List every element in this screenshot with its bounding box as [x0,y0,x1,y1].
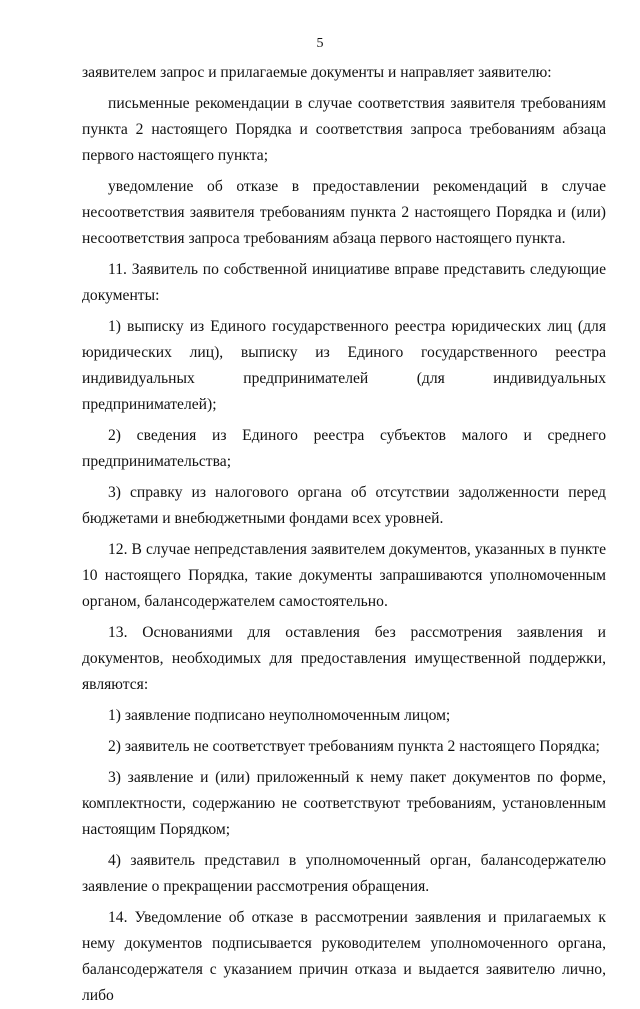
paragraph-clause-13-item-3: 3) заявление и (или) приложенный к нему пакет документов по форме, комплектности, содержанию не соответствуют требованиям, установленным настоящим Порядком; [82,768,606,838]
paragraph-clause-11-item-2: 2) сведения из Единого реестра субъектов малого и среднего предпринимательства; [82,427,606,471]
paragraph-clause-12: 12. В случае непредставления заявителем документов, указанных в пункте 10 настоящего Порядка, такие документы запрашиваются уполномоченным органом, балансодержателем самостоятельно. [82,540,606,611]
paragraph-clause-13: 13. Основаниями для оставления без рассмотрения заявления и документов, необходимых для предоставления имущественной поддержки, являются: [82,624,606,694]
paragraph-refusal-notice: уведомление об отказе в предоставлении рекомендаций в случае несоответствия заявителя требованиям пункта 2 настоящего Порядка и (или) несоответствия запроса требованиям абзаца первого настоящего пункта. [82,177,606,248]
paragraph-clause-13-item-4: 4) заявитель представил в уполномоченный орган, балансодержателю заявление о прекращении рассмотрения обращения. [82,851,606,895]
paragraph-written-recommendations: письменные рекомендации в случае соответствия заявителя требованиям пункта 2 настоящего Порядка и соответствия запроса требованиям абзаца первого настоящего пункта; [82,94,606,165]
paragraph-clause-14: 14. Уведомление об отказе в рассмотрении заявления и прилагаемых к нему документов подписывается руководителем уполномоченного органа, балансодержателя с указанием причин отказа и выдается заявителю лично, либо [82,908,606,1005]
document-body [82,60,606,1009]
page-number: 5 [316,36,324,51]
paragraph-clause-13-item-1: 1) заявление подписано неуполномоченным лицом; [108,707,451,725]
paragraph-clause-13-item-2: 2) заявитель не соответствует требованиям пункта 2 настоящего Порядка; [108,737,600,755]
paragraph-clause-11: 11. Заявитель по собственной инициативе вправе представить следующие документы: [82,260,606,305]
paragraph-continuation: заявителем запрос и прилагаемые документы и направляет заявителю: [82,64,552,81]
paragraph-clause-11-item-1: 1) выписку из Единого государственного реестра юридических лиц (для юридических лиц), выписку из Единого государственного реестра индивидуальных предпринимателей (для индивидуальных предпринимателей); [82,317,606,414]
paragraph-clause-11-item-3: 3) справку из налогового органа об отсутствии задолженности перед бюджетами и внебюджетными фондами всех уровней. [82,484,606,528]
